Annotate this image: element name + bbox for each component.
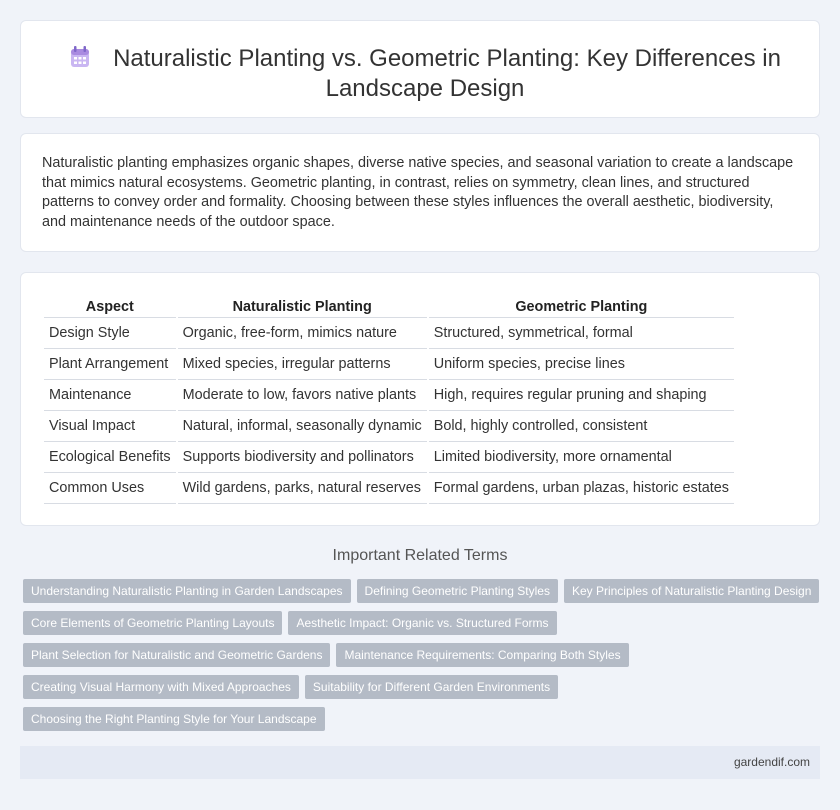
- tag-row: [23, 643, 823, 675]
- header-geometric: Geometric Planting: [429, 296, 734, 318]
- table-cell: Plant Arrangement: [44, 349, 176, 380]
- page-title: Naturalistic Planting vs. Geometric Planting: Key Differences in Landscape Design: [113, 45, 781, 102]
- header-aspect: Aspect: [44, 296, 176, 318]
- tag-row: [23, 675, 823, 707]
- related-term-link[interactable]: Plant Selection for Naturalistic and Geometric Gardens: [23, 643, 330, 667]
- table-cell: Ecological Benefits: [44, 442, 176, 473]
- related-terms-heading: Important Related Terms: [332, 547, 508, 564]
- table-row: [44, 380, 734, 411]
- comparison-table: [42, 296, 736, 504]
- table-row: [44, 442, 734, 473]
- table-cell: Maintenance: [44, 380, 176, 411]
- table-cell: Formal gardens, urban plazas, historic estates: [429, 473, 734, 504]
- table-cell: Design Style: [44, 318, 176, 349]
- intro-card: [20, 133, 820, 252]
- table-cell: Natural, informal, seasonally dynamic: [178, 411, 427, 442]
- table-row: [44, 318, 734, 349]
- table-cell: Supports biodiversity and pollinators: [178, 442, 427, 473]
- table-cell: Uniform species, precise lines: [429, 349, 734, 380]
- footer-site-link[interactable]: gardendif.com: [733, 755, 810, 769]
- related-term-link[interactable]: Creating Visual Harmony with Mixed Approaches: [23, 675, 299, 699]
- page-title-block: [61, 44, 789, 104]
- header-naturalistic: Naturalistic Planting: [178, 296, 427, 318]
- table-cell: Limited biodiversity, more ornamental: [429, 442, 734, 473]
- table-cell: High, requires regular pruning and shaping: [429, 380, 734, 411]
- tag-row: [23, 579, 823, 611]
- table-row: [44, 349, 734, 380]
- related-term-link[interactable]: Aesthetic Impact: Organic vs. Structured Forms: [288, 611, 556, 635]
- footer: [20, 746, 820, 779]
- title-card: [20, 20, 820, 118]
- table-header-row: [44, 296, 734, 318]
- table-cell: Bold, highly controlled, consistent: [429, 411, 734, 442]
- related-term-link[interactable]: Understanding Naturalistic Planting in Garden Landscapes: [23, 579, 351, 603]
- calendar-icon: [69, 45, 91, 69]
- related-terms-list: [23, 579, 823, 739]
- table-cell: Visual Impact: [44, 411, 176, 442]
- related-term-link[interactable]: Choosing the Right Planting Style for Your Landscape: [23, 707, 325, 731]
- table-cell: Organic, free-form, mimics nature: [178, 318, 427, 349]
- intro-paragraph: Naturalistic planting emphasizes organic shapes, diverse native species, and seasonal variation to create a landscape that mimics natural ecosystems. Geometric planting, in contrast, relies on symmetry, clean lines, and structured patterns to convey order and formality. Choosing between these styles influences the overall aesthetic, biodiversity, and maintenance needs of the outdoor space.: [42, 155, 794, 230]
- table-cell: Common Uses: [44, 473, 176, 504]
- tag-row: [23, 707, 823, 739]
- table-cell: Wild gardens, parks, natural reserves: [178, 473, 427, 504]
- tag-row: [23, 611, 823, 643]
- related-term-link[interactable]: Defining Geometric Planting Styles: [357, 579, 558, 603]
- table-cell: Mixed species, irregular patterns: [178, 349, 427, 380]
- related-term-link[interactable]: Core Elements of Geometric Planting Layouts: [23, 611, 282, 635]
- table-row: [44, 473, 734, 504]
- table-cell: Moderate to low, favors native plants: [178, 380, 427, 411]
- table-cell: Structured, symmetrical, formal: [429, 318, 734, 349]
- related-term-link[interactable]: Maintenance Requirements: Comparing Both Styles: [336, 643, 628, 667]
- table-row: [44, 411, 734, 442]
- related-term-link[interactable]: Key Principles of Naturalistic Planting Design: [564, 579, 819, 603]
- comparison-card: [20, 272, 820, 526]
- related-term-link[interactable]: Suitability for Different Garden Environments: [305, 675, 558, 699]
